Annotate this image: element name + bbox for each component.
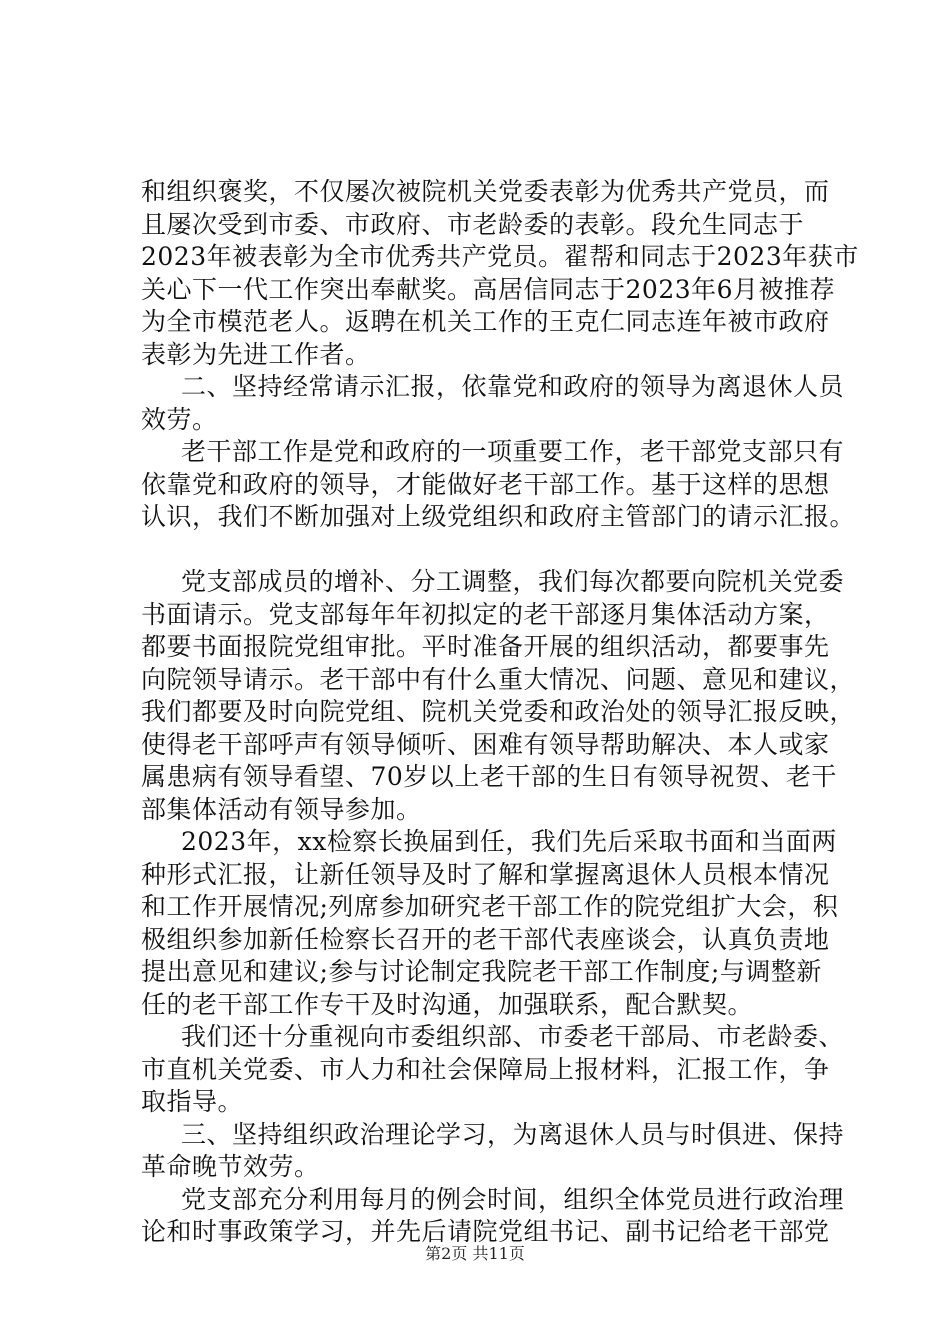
text-line: 极组织参加新任检察长召开的老干部代表座谈会，认真负责地 [141,924,830,954]
section-heading-3: 三、坚持组织政治理论学习，为离退休人员与时俱进、保持 [181,1119,845,1149]
text-line: 关心下一代工作突出奉献奖。高居信同志于2023年6月被推荐 [141,274,836,304]
text-line: 向院领导请示。老干部中有什么重大情况、问题、意见和建议， [141,664,856,694]
text-line: 取指导。 [141,1087,244,1116]
text-line: 表彰为先进工作者。 [141,339,371,369]
text-line: 提出意见和建议;参与讨论制定我院老干部工作制度;与调整新 [141,957,822,986]
text-line: 书面请示。党支部每年年初拟定的老干部逐月集体活动方案， [141,599,830,629]
paragraph-gap [141,534,841,567]
text-line: 部集体活动有领导参加。 [141,794,422,824]
text-line: 2023年，xx检察长换届到任，我们先后采取书面和当面两 [181,827,837,856]
text-line: 我们还十分重视向市委组织部、市委老干部局、市老龄委、 [181,1022,845,1051]
page-footer [0,1244,950,1264]
text-line: 且屡次受到市委、市政府、市老龄委的表彰。段允生同志于 [141,209,805,239]
page-number: 第2页 [425,1244,468,1263]
text-line: 市直机关党委、市人力和社会保障局上报材料，汇报工作，争 [141,1054,830,1084]
text-line: 认识，我们不断加强对上级党组织和政府主管部门的请示汇报。 [141,502,856,531]
text-line: 党支部充分利用每月的例会时间，组织全体党员进行政治理 [181,1184,845,1214]
text-line: 使得老干部呼声有领导倾听、困难有领导帮助解决、本人或家 [141,729,830,759]
text-line: 我们都要及时向院党组、院机关党委和政治处的领导汇报反映， [141,697,856,726]
text-line: 党支部成员的增补、分工调整，我们每次都要向院机关党委 [181,567,845,596]
page-total: 共11页 [472,1244,525,1263]
text-line: 和工作开展情况;列席参加研究老干部工作的院党组扩大会，积 [141,892,839,921]
section-heading-2: 二、坚持经常请示汇报，依靠党和政府的领导为离退休人员 [181,372,845,401]
text-line: 任的老干部工作专干及时沟通，加强联系，配合默契。 [141,989,754,1019]
text-line: 属患病有领导看望、70岁以上老干部的生日有领导祝贺、老干 [141,762,837,791]
text-line: 效劳。 [141,404,218,434]
text-line: 2023年被表彰为全市优秀共产党员。翟帮和同志于2023年获市 [141,242,859,271]
text-line: 论和时事政策学习，并先后请院党组书记、副书记给老干部党 [141,1217,830,1246]
text-line: 依靠党和政府的领导，才能做好老干部工作。基于这样的思想 [141,469,830,499]
text-line: 种形式汇报，让新任领导及时了解和掌握离退休人员根本情况 [141,859,830,889]
text-line: 为全市模范老人。返聘在机关工作的王克仁同志连年被市政府 [141,307,830,336]
text-line: 和组织褒奖，不仅屡次被院机关党委表彰为优秀共产党员，而 [141,177,830,206]
text-line: 老干部工作是党和政府的一项重要工作，老干部党支部只有 [181,437,845,466]
document-body [141,176,859,1249]
text-line: 都要书面报院党组审批。平时准备开展的组织活动，都要事先 [141,632,830,661]
text-line: 革命晚节效劳。 [141,1152,320,1181]
